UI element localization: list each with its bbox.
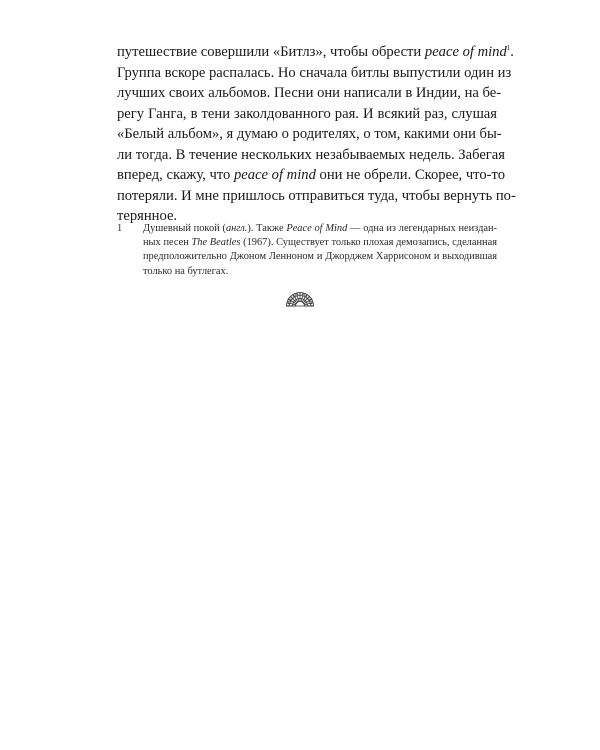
ornament-dot (288, 301, 289, 302)
text-segment: ных песен (143, 237, 192, 249)
ornament-dot (310, 301, 311, 302)
ornament-dot (295, 294, 296, 295)
ornament-dot (311, 303, 312, 304)
text-segment: . (510, 44, 514, 60)
text-line: ли тогда. В течение нескольких незабываемых недель. Забегая (117, 146, 505, 163)
footnote-line (143, 236, 497, 250)
italic-phrase: peace of mind (424, 44, 507, 60)
text-line (117, 42, 514, 63)
ornament-dot (289, 299, 290, 300)
ornament-dot (287, 305, 288, 306)
ornament-dot (302, 294, 303, 295)
footnote-line: только на бутлегах. (143, 265, 229, 277)
footnote-line (143, 222, 497, 236)
ornament-arc (296, 302, 305, 307)
text-line: «Белый альбом», я думаю о родителях, о том, какими они бы- (117, 126, 502, 142)
ornament-dot (309, 299, 310, 300)
text-segment: вперед, скажу, что (117, 167, 234, 183)
ornament-dot (291, 297, 292, 298)
mandala-ornament-icon (285, 290, 315, 308)
text-segment: (1967). Существует только плохая демозапись, сделанная (240, 237, 497, 249)
text-line: регу Ганга, в тени заколдованного рая. И всякий раз, слушая (117, 105, 497, 122)
text-segment: путешествие совершили «Битлз», чтобы обрести (117, 44, 425, 60)
footnote-line: предположительно Джоном Ленноном и Джорджем Харрисоном и выходившая (143, 251, 497, 263)
italic-phrase: англ. (225, 223, 248, 234)
text-line (117, 165, 506, 186)
ornament-dot (293, 295, 294, 296)
italic-phrase: The Beatles (191, 237, 241, 249)
text-line: Группа вскоре распалась. Но сначала битлы выпустили один из (117, 64, 512, 81)
ornament-dot (288, 303, 289, 304)
body-paragraph (117, 42, 516, 227)
ornament-dot (306, 295, 307, 296)
text-line: потеряли. И мне пришлось отправиться туда, чтобы вернуть по- (117, 187, 516, 204)
text-segment: — одна из легендарных неиздан- (347, 223, 498, 234)
ornament-dot (297, 294, 298, 295)
text-segment: они не обрели. Скорее, что-то (315, 167, 506, 183)
footnote-number: 1 (117, 223, 123, 234)
text-segment: ). Также (247, 223, 287, 234)
italic-phrase: Peace of Mind (286, 223, 348, 234)
footnote-text (143, 222, 497, 279)
ornament-dot (308, 297, 309, 298)
ornament-dot (311, 305, 312, 306)
footnote-reference[interactable]: 1 (506, 44, 511, 52)
italic-phrase: peace of mind (234, 167, 316, 183)
text-line: лучших своих альбомов. Песни они написали в Индии, на бе- (117, 85, 502, 101)
ornament-dot (304, 294, 305, 295)
text-segment: Душевный покой ( (143, 223, 226, 234)
text-line: терянное. (117, 208, 178, 224)
ornament-dot (299, 293, 300, 294)
